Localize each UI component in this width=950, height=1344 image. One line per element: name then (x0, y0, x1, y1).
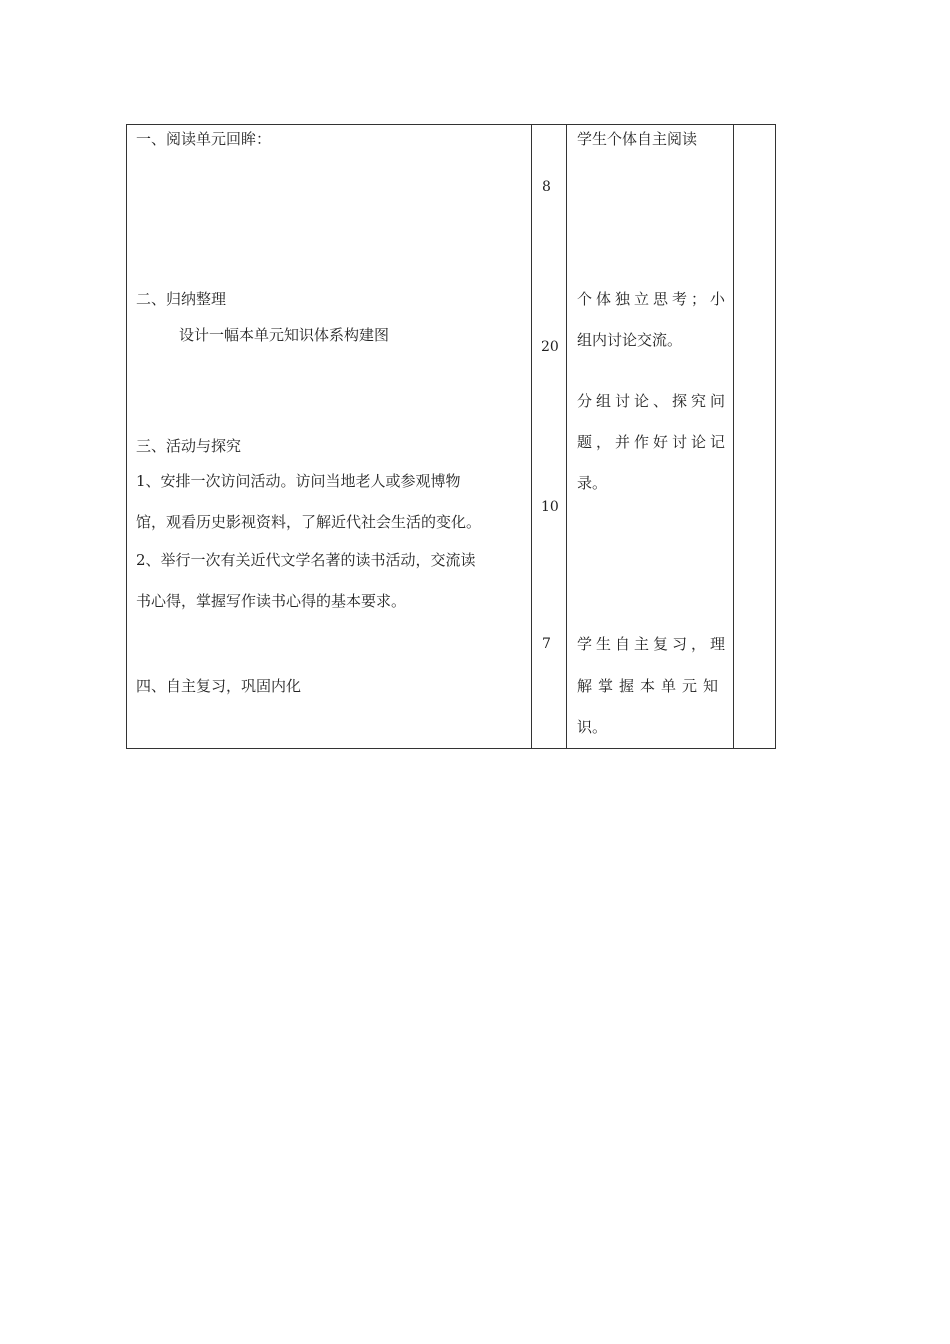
column-divider-3 (733, 125, 734, 748)
section-1-title: 一、阅读单元回眸： (136, 130, 272, 148)
student-activity-3-line-3: 录。 (577, 474, 608, 492)
section-2-item: 设计一幅本单元知识体系构建图 (179, 326, 390, 344)
student-activity-3-line-1: 分组讨论、探究问 (577, 392, 730, 410)
student-activity-3-line-2: 题，并作好讨论记 (577, 433, 730, 451)
section-2-title: 二、归纳整理 (136, 290, 227, 308)
student-activity-4-line-3: 识。 (577, 718, 608, 736)
section-3-title: 三、活动与探究 (136, 437, 242, 455)
student-activity-2-line-1: 个体独立思考；小 (577, 290, 730, 308)
student-activity-2-line-2: 组内讨论交流。 (577, 331, 683, 349)
student-activity-4-line-1: 学生自主复习，理 (577, 635, 730, 653)
minutes-section-4: 7 (542, 636, 551, 652)
section-3-item-2-line-2: 书心得，掌握写作读书心得的基本要求。 (136, 592, 407, 610)
student-activity-4-line-2: 解掌握本单元知 (577, 677, 725, 695)
minutes-section-3: 10 (541, 499, 559, 515)
column-divider-1 (531, 125, 532, 748)
student-activity-1: 学生个体自主阅读 (577, 130, 698, 148)
column-divider-2 (566, 125, 567, 748)
section-3-item-1-line-1: 1、安排一次访问活动。访问当地老人或参观博物 (136, 472, 461, 490)
minutes-section-1: 8 (542, 179, 551, 195)
section-3-item-2-line-1: 2、举行一次有关近代文学名著的读书活动，交流读 (136, 551, 476, 569)
section-4-title: 四、自主复习，巩固内化 (136, 677, 302, 695)
minutes-section-2: 20 (541, 339, 559, 355)
lesson-plan-table (126, 124, 776, 749)
section-3-item-1-line-2: 馆，观看历史影视资料，了解近代社会生活的变化。 (136, 513, 482, 531)
